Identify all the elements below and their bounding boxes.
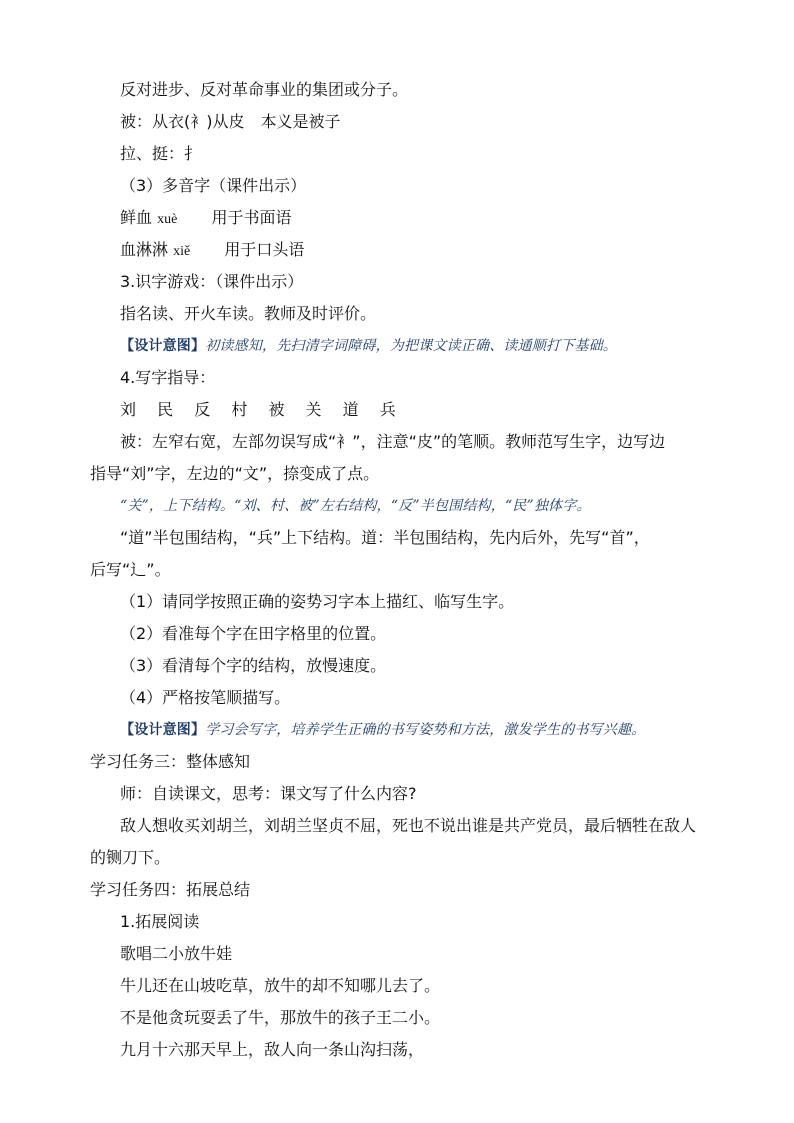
paragraph-line: 指导“刘”字，左边的“文”，捺变成了点。 (90, 464, 380, 483)
character: 刘 (120, 400, 137, 419)
character: 村 (231, 400, 248, 419)
paragraph-line: 拉、挺：扌 (120, 144, 201, 163)
paragraph-line: 后写“辶”。 (90, 560, 171, 579)
poem-line: 牛儿还在山坡吃草，放牛的却不知哪儿去了。 (120, 976, 441, 995)
polyphone-word: 鲜血 (120, 208, 153, 227)
design-intent-note (120, 336, 617, 356)
section-heading: 学习任务四：拓展总结 (90, 880, 251, 899)
poem-title: 歌唱二小放牛娃 (120, 944, 233, 963)
design-intent-text: 学习会写字，培养学生正确的书写姿势和方法，激发学生的书写兴趣。 (205, 722, 646, 738)
paragraph-line: 4.写字指导： (120, 368, 216, 387)
paragraph-line: 敌人想收买刘胡兰，刘胡兰坚贞不屈，死也不说出谁是共产党员，最后牺牲在敌人 (120, 816, 697, 835)
paragraph-line: 指名读、开火车读。教师及时评价。 (120, 304, 377, 323)
practice-characters (120, 400, 412, 420)
polyphone-pinyin: xiě (173, 244, 191, 259)
paragraph-line: 被：左窄右宽，左部勿误写成“衤”，注意“皮”的笔顺。教师范写生字，边写边 (120, 432, 666, 451)
paragraph-line: 被：从衣(衤)从皮 本义是被子 (120, 112, 341, 131)
character: 民 (157, 400, 174, 419)
design-intent-tag: 【设计意图】 (120, 338, 206, 354)
paragraph-line: 师：自读课文，思考：课文写了什么内容? (120, 784, 417, 803)
paragraph-line: 1.拓展阅读 (120, 912, 200, 931)
paragraph-line: 反对进步、反对革命事业的集团或分子。 (120, 80, 409, 99)
paragraph-line: （3）看清每个字的结构，放慢速度。 (120, 656, 387, 675)
character: 道 (342, 400, 359, 419)
paragraph-line: （1）请同学按照正确的姿势习字本上描红、临写生字。 (120, 592, 515, 611)
character: 被 (268, 400, 285, 419)
polyphone-usage: 用于书面语 (211, 208, 292, 227)
paragraph-line: “道”半包围结构，“兵”上下结构。道：半包围结构，先内后外，先写“首”， (120, 528, 650, 547)
polyphone-usage: 用于口头语 (224, 240, 305, 259)
poem-line: 九月十六那天早上，敌人向一条山沟扫荡， (120, 1040, 425, 1059)
polyphone-word: 血淋淋 (120, 240, 169, 259)
paragraph-line: （2）看准每个字在田字格里的位置。 (120, 624, 387, 643)
character: 兵 (379, 400, 396, 419)
polyphone-pinyin: xuè (157, 212, 178, 227)
structure-note: “关”，上下结构。“刘、村、被”左右结构，“反”半包围结构，“民”独体字。 (120, 498, 591, 514)
section-heading: 学习任务三：整体感知 (90, 752, 251, 771)
polyphone-row (120, 208, 292, 230)
character: 反 (194, 400, 211, 419)
paragraph-line: 3.识字游戏：（课件出示） (120, 272, 304, 291)
character: 关 (305, 400, 322, 419)
design-intent-text: 初读感知，先扫清字词障碍，为把课文读正确、读通顺打下基础。 (205, 338, 618, 354)
design-intent-note (120, 720, 645, 740)
design-intent-tag: 【设计意图】 (120, 722, 206, 738)
paragraph-line: 的铡刀下。 (90, 848, 171, 867)
polyphone-row (120, 240, 304, 262)
paragraph-line: （4）严格按笔顺描写。 (120, 688, 291, 707)
paragraph-line: （3）多音字（课件出示） (120, 176, 307, 195)
poem-line: 不是他贪玩耍丢了牛，那放牛的孩子王二小。 (120, 1008, 441, 1027)
